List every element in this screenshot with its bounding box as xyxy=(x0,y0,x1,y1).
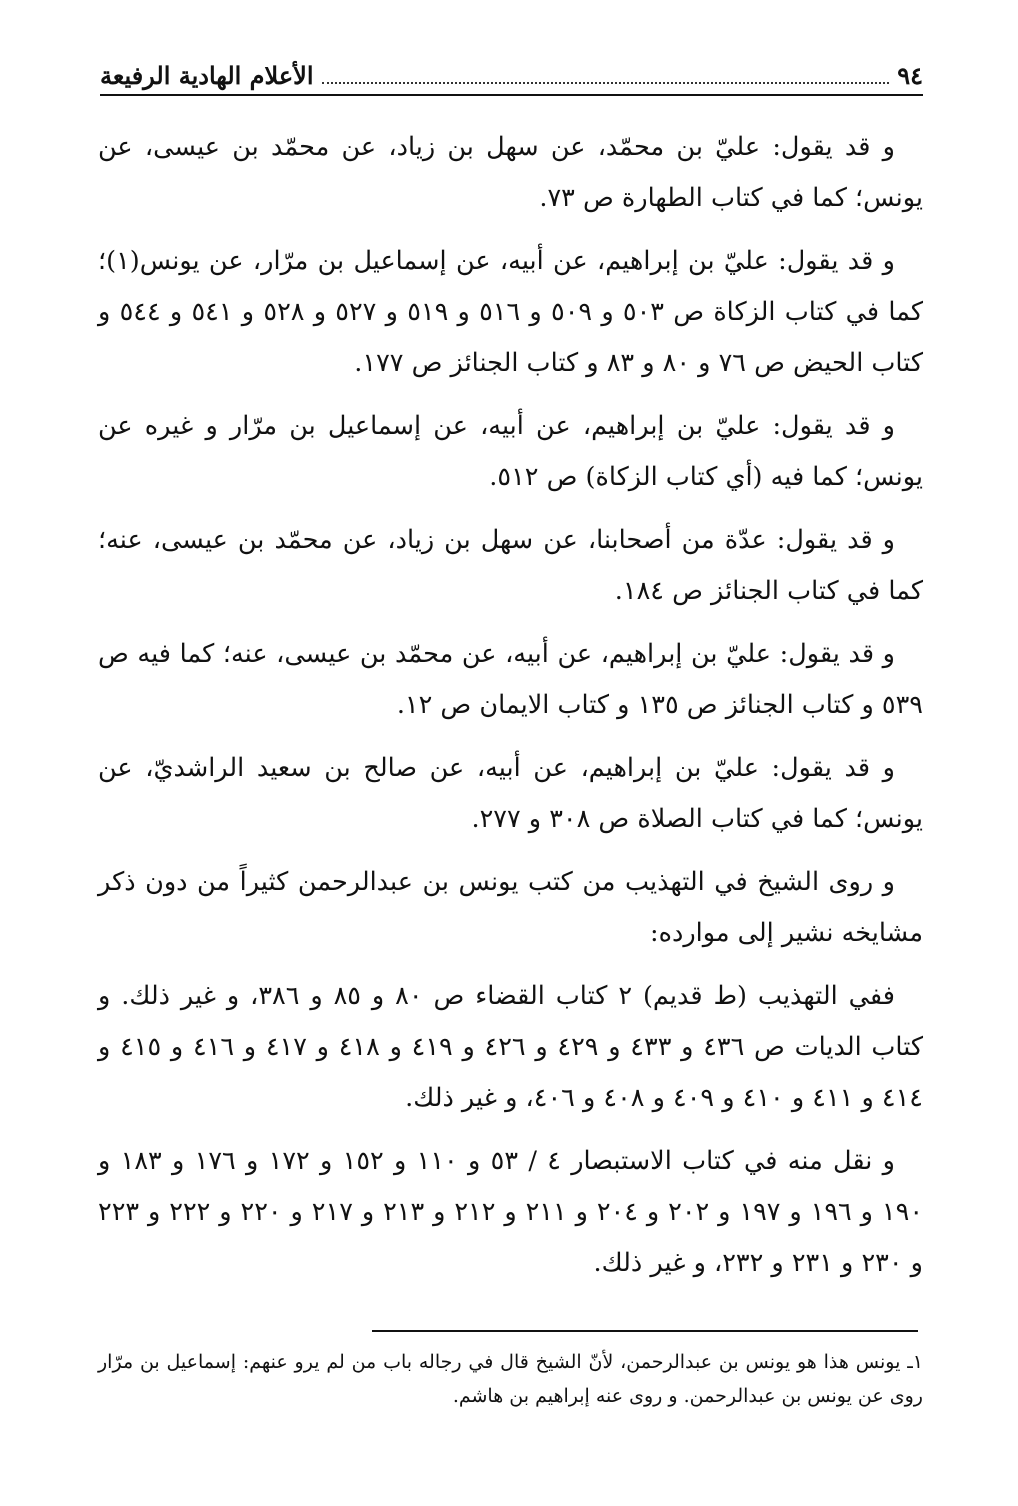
main-text xyxy=(98,122,923,1301)
footnote: ١ـ يونس هذا هو يونس بن عبدالرحمن، لأنّ الشيخ قال في رجاله باب من لم يرو عنهم: إسماعيل بن مرّار روى عن يونس بن عبدالرحمن. و روى عنه إبراهيم بن هاشم. xyxy=(98,1351,923,1407)
paragraph: و قد يقول: عليّ بن محمّد، عن سهل بن زياد، عن محمّد بن عيسى، عن يونس؛ كما في كتاب الطهارة ص ٧٣. xyxy=(98,132,923,213)
running-header xyxy=(100,50,923,96)
paragraph: و روى الشيخ في التهذيب من كتب يونس بن عبدالرحمن كثيراً من دون ذكر مشايخه نشير إلى موارده: xyxy=(98,867,923,948)
running-title: الأعلام الهادية الرفيعة xyxy=(100,61,314,90)
paragraph: و نقل منه في كتاب الاستبصار ٤ / ٥٣ و ١١٠ و ١٥٢ و ١٧٢ و ١٧٦ و ١٨٣ و ١٩٠ و ١٩٦ و ١٩٧ و ٢٠٢ و ٢٠٤ و ٢١١ و ٢١٢ و ٢١٣ و ٢١٧ و ٢٢٠ و ٢٢٢ و ٢٢٣ و ٢٣٠ و ٢٣١ و ٢٣٢، و غير ذلك. xyxy=(98,1146,924,1278)
paragraph: و قد يقول: عليّ بن إبراهيم، عن أبيه، عن إسماعيل بن مرّار، عن يونس(١)؛ كما في كتاب الزكاة ص ٥٠٣ و ٥٠٩ و ٥١٦ و ٥١٩ و ٥٢٧ و ٥٢٨ و ٥٤١ و ٥٤٤ و كتاب الحيض ص ٧٦ و ٨٠ و ٨٣ و كتاب الجنائز ص ١٧٧. xyxy=(98,246,923,378)
paragraph: و قد يقول: عدّة من أصحابنا، عن سهل بن زياد، عن محمّد بن عيسى، عنه؛ كما في كتاب الجنائز ص ١٨٤. xyxy=(98,525,923,606)
paragraph: ففي التهذيب (ط قديم) ٢ كتاب القضاء ص ٨٠ و ٨٥ و ٣٨٦، و غير ذلك. و كتاب الديات ص ٤٣٦ و ٤٣٣ و ٤٢٩ و ٤٢٦ و ٤١٩ و ٤١٨ و ٤١٧ و ٤١٦ و ٤١٥ و ٤١٤ و ٤١١ و ٤١٠ و ٤٠٩ و ٤٠٨ و ٤٠٦، و غير ذلك. xyxy=(98,981,924,1113)
header-leader-dots xyxy=(322,82,890,84)
page-number: ٩٤ xyxy=(897,61,923,90)
footnote-separator xyxy=(372,1330,918,1332)
paragraph: و قد يقول: عليّ بن إبراهيم، عن أبيه، عن محمّد بن عيسى، عنه؛ كما فيه ص ٥٣٩ و كتاب الجنائز ص ١٣٥ و كتاب الايمان ص ١٢. xyxy=(98,639,923,720)
paragraph: و قد يقول: عليّ بن إبراهيم، عن أبيه، عن صالح بن سعيد الراشديّ، عن يونس؛ كما في كتاب الصلاة ص ٣٠٨ و ٢٧٧. xyxy=(98,753,923,834)
footnotes xyxy=(98,1345,923,1413)
paragraph: و قد يقول: عليّ بن إبراهيم، عن أبيه، عن إسماعيل بن مرّار و غيره عن يونس؛ كما فيه (أي كتاب الزكاة) ص ٥١٢. xyxy=(98,411,923,492)
